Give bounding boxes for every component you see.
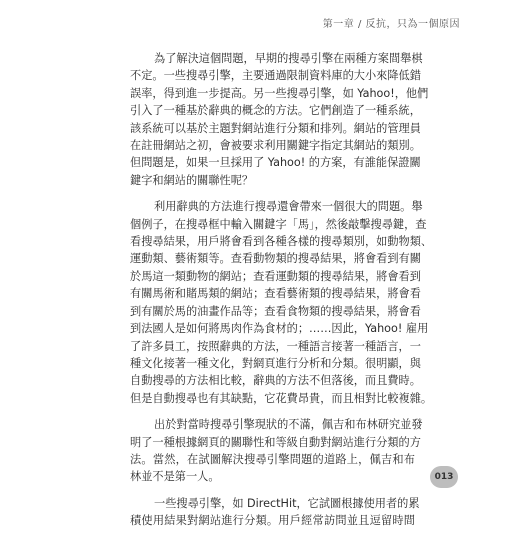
text-line: 出於對當時搜尋引擎現狀的不滿，佩吉和布林研究並發 (154, 418, 423, 432)
text-line: 積使用結果對網站進行分類。用戶經常訪問並且逗留時間 (130, 514, 415, 528)
text-line: 有關馬術和賭馬類的網站；查看藝術類的搜尋結果，將會看 (130, 287, 421, 301)
text-line: 種文化接著一種文化，對網頁進行分析和分類。很明顯，與 (130, 356, 421, 370)
text-line: 但問題是，如果一旦採用了 Yahoo! 的方案，有誰能保證關 (130, 156, 421, 170)
text-line: 看搜尋結果，用戶將會看到各種各樣的搜尋類別，如動物類、 (130, 235, 433, 249)
text-line: 誤率，得到進一步提高。另一些搜尋引擎，如 Yahoo!，他們 (130, 86, 429, 100)
text-line: 了許多員工，按照辭典的方法，一種語言接著一種語言，一 (130, 339, 421, 353)
text-line: 到有關於馬的油畫作品等；查看食物類的搜尋結果，將會看 (130, 304, 421, 318)
text-line: 個例子，在搜尋框中輸入關鍵字「馬」，然後敲擊搜尋鍵，查 (130, 217, 427, 231)
text-line: 法。當然，在試圖解決搜尋引擎問題的道路上，佩吉和布 (130, 452, 415, 466)
text-line: 到法國人是如何將馬肉作為食材的；……因此，Yahoo! 雇用 (130, 322, 429, 336)
page-number-badge: 013 (430, 466, 458, 488)
text-line: 但是自動搜尋也有其缺點，它花費昂貴，而且相對比較複雜。 (130, 391, 433, 405)
text-line: 於馬這一類動物的網站；查看運動類的搜尋結果，將會看到 (130, 269, 421, 283)
text-line: 為了解決這個問題，早期的搜尋引擎在兩種方案間舉棋 (154, 52, 423, 65)
body-text (130, 50, 433, 539)
text-line: 自動搜尋的方法相比較，辭典的方法不但落後，而且費時。 (130, 374, 421, 388)
paragraph (130, 198, 433, 407)
text-line: 明了一種根據網頁的關聯性和等級自動對網站進行分類的方 (130, 435, 421, 449)
text-line: 在註冊網站之初，會被要求利用關鍵字指定其網站的類別。 (130, 139, 421, 153)
text-line: 利用辭典的方法進行搜尋還會帶來一個很大的問題。舉 (154, 200, 423, 214)
text-line: 不定。一些搜尋引擎，主要通過限制資料庫的大小來降低錯 (130, 69, 421, 83)
text-line: 該系統可以基於主題對網站進行分類和排列。網站的管理員 (130, 121, 421, 135)
paragraph (130, 50, 429, 189)
paragraph (130, 416, 423, 486)
text-line: 鍵字和網站的關聯性呢？ (130, 173, 254, 187)
running-header: 第一章 / 反抗，只為一個原因 (322, 19, 460, 30)
text-line: 引入了一種基於辭典的概念的方法。它們創造了一種系統， (130, 104, 421, 118)
text-line: 林並不是第一人。 (130, 470, 220, 484)
text-line: 一些搜尋引擎，如 DirectHit，它試圖根據使用者的累 (154, 496, 420, 510)
text-line: 運動類、藝術類等。查看動物類的搜尋結果，將會看到有關 (130, 252, 421, 266)
